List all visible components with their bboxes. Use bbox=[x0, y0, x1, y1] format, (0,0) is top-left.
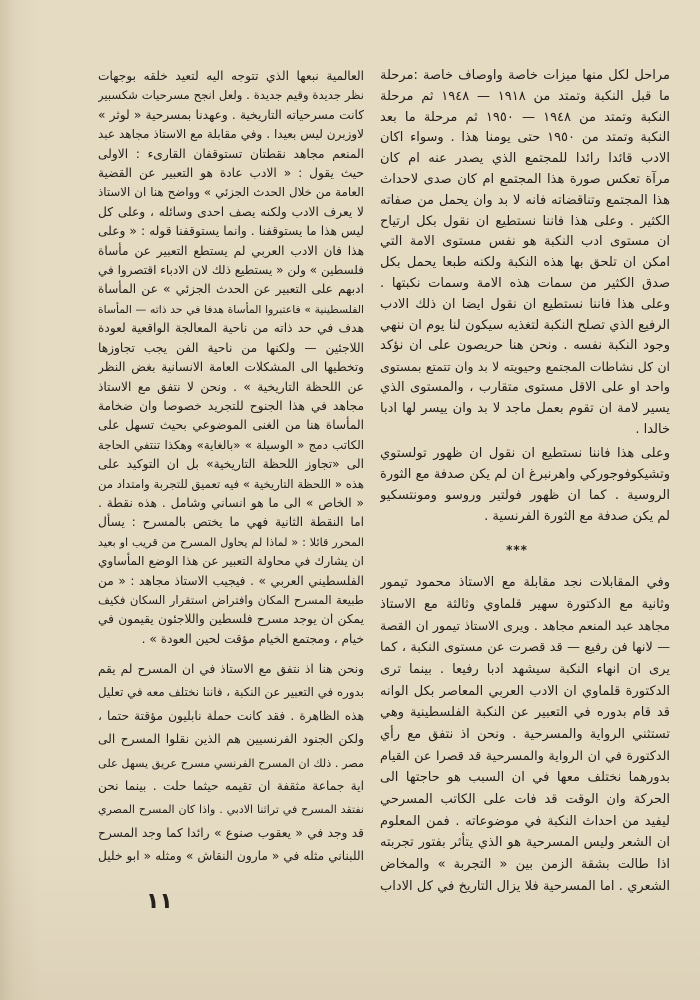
text-line: اذا طالت بشقة الزمن بين « التجربة » والمخاض bbox=[380, 857, 670, 873]
text-line: الكاتب دمج « الوسيلة » «بالغاية» وهكذا تنتفي الحاجة bbox=[98, 437, 364, 452]
text-line: الحركة وان الوقت قد فات على الكاتب المسرحي bbox=[380, 792, 670, 808]
text-line: يمكن ان يوجد مسرح فلسطين واللاجئون يقيمون في bbox=[98, 612, 364, 627]
text-line: بدورهما نختلف معها في ان السبب هو حاجتها الى bbox=[380, 770, 670, 786]
page-number: ١١ bbox=[146, 889, 173, 914]
text-line: ما قبل النكبة وتمتد من ١٩١٨ — ١٩٤٨ ثم مرحلة bbox=[380, 88, 670, 104]
text-line: مراحل لكل منها ميزات خاصة واوصاف خاصة :مرحلة bbox=[380, 68, 670, 83]
text-line: ولكن الجنود الفرنسيين هم الذين نقلوا المسرح الى bbox=[98, 732, 364, 747]
text-line: النكبة وتمتد من ١٩٥٠ حتى يومنا هذا . وسواء اكان bbox=[380, 130, 670, 146]
text-line: الادب قائدا رائدا للمجتمع الذي يصدر عنه ام كان bbox=[380, 151, 670, 167]
text-line: ليفيد من احداث النكبة في موضوعاته . فمن المعلوم bbox=[380, 813, 670, 829]
text-line: قد قام بدوره في التعبير عن النكبة الفلسطينية وهي bbox=[380, 705, 670, 721]
section-separator: *** bbox=[506, 543, 528, 557]
text-line: اللاجئين — ولكنها من ناحية الفن يجب تجاوزها bbox=[98, 340, 364, 355]
text-line: ان كل نشاطات المجتمع وحيويته لا بد وان تتمتع بمستوى bbox=[380, 359, 670, 375]
text-line: فلسطين » ولن « يستطيع ذلك لان الادباء اقتصروا في bbox=[98, 263, 364, 278]
text-line: وجود النكبة نفسه . ونحن هنا حريصون على ان نؤكد bbox=[380, 338, 670, 354]
text-line: هذه الظاهرة . فقد كانت حملة نابليون مؤقتة حتما ، bbox=[98, 708, 364, 723]
left-column bbox=[98, 0, 364, 1000]
text-line: كانت مسرحياته التاريخية . وعهدنا بمسرحية « لوثر » bbox=[98, 107, 364, 122]
text-line: اية جماعة مثقفة ان تقيمه حيثما حلت . بينما نحن bbox=[98, 779, 364, 794]
text-line: يسير لامة ان تقوم بعمل ماجد لا بد وان ييسر لها ادبا bbox=[380, 400, 670, 416]
text-line: نظر جديدة وقيم جديدة . ولعل انجح مسرحيات شكسبير bbox=[98, 88, 364, 103]
paragraph bbox=[380, 443, 670, 527]
text-line: ونحن هنا اذ نتفق مع الاستاذ في ان المسرح لم يقم bbox=[98, 662, 364, 676]
text-line: صدق الكثير من سمات هذه الامة وسمات نكبتها . bbox=[380, 275, 670, 291]
text-line: العالمية نبعها الذي تتوجه اليه لتعيد خلقه بوجهات bbox=[98, 69, 364, 83]
text-line: هذا فان الادب العربي لم يستطع التعبير عن مأساة bbox=[98, 243, 364, 258]
text-line: الى «تجاوز اللحظة التاريخية» بل ان التوكيد على bbox=[98, 457, 364, 472]
text-line: المنعم مجاهد نقطتان تستوقفان القارىء : الاولى bbox=[98, 146, 364, 161]
text-line: وتشيكوفوجوركي واهرنبرغ ان لم يكن صدفة مع الثورة bbox=[380, 467, 670, 482]
paragraph bbox=[98, 658, 364, 869]
text-line: وثانية مع الدكتورة سهير قلماوي وثالثة مع الاستاذ bbox=[380, 596, 670, 612]
text-line: طبيعة المسرح المكان وافتراض استقرار السكان فكيف bbox=[98, 592, 364, 607]
text-line: ليس هذا ما يستوقفنا . وانما يستوقفنا قوله : « وعلى bbox=[98, 224, 364, 239]
text-line: مرآة تعكس صورة هذا المجتمع ام كان صدى لاحداث bbox=[380, 171, 670, 187]
text-line: خالدا . bbox=[635, 421, 670, 437]
text-line: « الخاص » الى ما هو انساني وشامل . هذه نقطة . bbox=[98, 495, 364, 510]
text-line: الكثير . وعلى هذا فاننا نستطيع ان نقول بكل ارتياح bbox=[380, 213, 670, 229]
text-line: مصر . ذلك ان المسرح الفرنسي مسرح عريق يسهل على bbox=[98, 756, 364, 770]
text-line: هدف في حد ذاته من ناحية المعالجة الواقعية لعودة bbox=[98, 321, 364, 336]
text-line: واحد او على الاقل مستوى متقارب ، والمستوى الذي bbox=[380, 379, 670, 395]
text-line: نفتقد المسرح في تراثنا الادبي . واذا كان المسرح المصري bbox=[98, 803, 364, 817]
text-line: اللبناني مثله في « مارون النقاش » ومثله « ابو خليل bbox=[98, 849, 364, 864]
text-line: المحرر قائلا : « لماذا لم يحاول المسرح من قريب او بعيد bbox=[98, 535, 364, 549]
text-line: تستثني الرواية والمسرحية . ونحن اذ نتفق مع رأي bbox=[380, 726, 670, 742]
text-line: ان الشعر وليس المسرحية هو الذي يتأثر بفتور تجربته bbox=[380, 835, 670, 851]
right-column bbox=[380, 0, 670, 1000]
text-line: ان مستوى ادب النكبة هو نفس مستوى الامة التي bbox=[380, 234, 670, 250]
text-line: وتخطيها الى المشكلات العامة الانسانية بغض النظر bbox=[98, 360, 364, 375]
text-line: — لانها فن رفيع — قد قصرت عن مستوى النكبة ، كما bbox=[380, 640, 670, 656]
text-line: وعلى هذا فاننا نستطيع ان نقول ان ظهور تولستوي bbox=[380, 446, 670, 461]
text-line: العامة من خلال الحدث الجزئي » وواضح هنا ان الاستاذ bbox=[98, 185, 364, 200]
text-line: النكبة وتمتد من ١٩٤٨ — ١٩٥٠ ثم مرحلة ما بعد bbox=[380, 109, 670, 125]
text-line: مجاهد في هذا الجنوح للتجريد خصوصا وان ضخامة bbox=[98, 398, 364, 413]
text-line: بدوره في التعبير عن النكبة ، فاننا نختلف معه في تعليل bbox=[98, 685, 364, 700]
text-line: الدكتورة قلماوي ان الادب العربي المعاصر بكل الوانه bbox=[380, 683, 670, 699]
text-line: قد وجد في « يعقوب صنوع » رائدا كما وجد المسرح bbox=[98, 825, 364, 840]
text-line: وعلى هذا فاننا نستطيع ان نقول ايضا ان ذلك الادب bbox=[380, 296, 670, 312]
text-line: الرفيع الذي تصلح النكبة لتغذيه سيكون لنا يوم ان ننهي bbox=[380, 317, 670, 333]
text-line: امكن ان تلحق بها هذه النكبة ولكنه طبعا يحمل بكل bbox=[380, 255, 670, 271]
text-line: لم يكن صدفة مع الثورة الفرنسية . bbox=[484, 509, 670, 524]
text-line: اما النقطة الثانية فهي ما يختص بالمسرح : يسأل bbox=[98, 515, 364, 530]
text-line: عن اللحظة التاريخية » . ونحن لا نتفق مع الاستاذ bbox=[98, 379, 364, 394]
text-line: حيث يقول : « الادب عادة هو التعبير عن القضية bbox=[98, 166, 364, 181]
text-line: الفلسطينية » فاعتبروا المأساة هدفا في حد ذاته — المأساة bbox=[98, 302, 364, 316]
text-line: المأساة هنا من الغنى الموضوعي بحيث تسهل على bbox=[98, 418, 364, 433]
text-line: ان يشارك في محاولة التعبير عن هذا الوضع المأساوي bbox=[98, 554, 364, 569]
text-line: الفلسطيني العربي » . فيجيب الاستاذ مجاهد : « من bbox=[98, 573, 364, 588]
paragraph bbox=[380, 572, 670, 898]
text-line: هذه « اللحظة التاريخية » فيه تعميق للتجربة وامتداد من bbox=[98, 476, 364, 491]
text-line: الشعري . اما المسرحية فلا يزال التاريخ في كل الاداب bbox=[380, 878, 670, 894]
text-line: مجاهد عبد المنعم مجاهد . ويرى الاستاذ تيمور ان القصة bbox=[380, 618, 670, 634]
text-line: خيام ، ومجتمع الخيام مؤقت لحين العودة » . bbox=[141, 631, 364, 646]
text-line: ادبهم على التعبير عن الحدث الجزئي » عن المأساة bbox=[98, 282, 364, 297]
text-line: الروسية . كما ان ظهور فولتير وروسو ومونتسكيو bbox=[380, 488, 670, 503]
text-line: هذا المجتمع وتناقضاته فانه لا بد وان يحمل من صفاته bbox=[380, 192, 670, 208]
paragraph bbox=[98, 67, 364, 649]
text-line: لاوزبرن ليس بعيدا . وفي مقابلة مع الاستاذ مجاهد عبد bbox=[98, 127, 364, 142]
text-line: وفي المقابلات نجد مقابلة مع الاستاذ محمود تيمور bbox=[380, 575, 670, 590]
text-line: يرى ان انهاء النكبة سيشهد ادبا رفيعا . بينما ترى bbox=[380, 661, 670, 677]
text-line: الدكتورة في ان الرواية والمسرحية قد قصرا عن القيام bbox=[380, 748, 670, 764]
paragraph bbox=[380, 66, 670, 440]
text-line: لا يعرف الادب ولكنه يصف احدى وسائله ، وعلى كل bbox=[98, 204, 364, 219]
